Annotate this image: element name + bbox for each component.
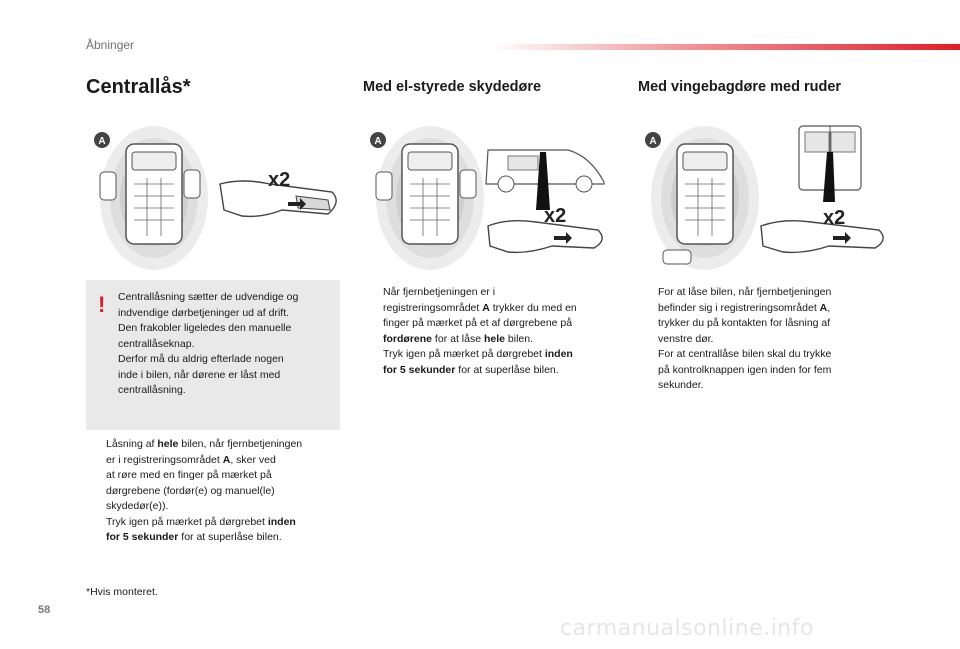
zone-a-label: A (374, 136, 382, 147)
warning-box (86, 280, 340, 430)
middle-bullet-list (363, 285, 621, 378)
list-item: Når fjernbetjeningen er i registreringsområdet A trykker du med en finger på mærket på et af dørgrebene på fordørene for at låse hele bilen. (383, 286, 577, 345)
warning-text (118, 290, 336, 399)
left-bullet-list (86, 437, 342, 546)
heading-central-locking: Centrallås* (86, 76, 191, 98)
section-title: Åbninger (86, 38, 135, 52)
wing-door-illustration (643, 122, 903, 272)
warning-line: centrallåsning. (118, 384, 186, 396)
warning-line: indvendige dørbetjeninger ud af drift. (118, 306, 290, 319)
right-bullet-list (638, 285, 878, 394)
warning-line: centrallåseknap. (118, 337, 195, 350)
press-twice-label: x2 (544, 205, 567, 227)
header-accent-bar (490, 44, 960, 50)
sliding-door-illustration (368, 122, 618, 272)
warning-line: inde i bilen, når dørene er låst med (118, 368, 281, 381)
press-twice-label: x2 (823, 207, 846, 229)
warning-icon: ! (98, 292, 106, 317)
zone-a-label: A (98, 136, 106, 147)
warning-line: Den frakobler ligeledes den manuelle (118, 322, 292, 334)
press-twice-label: x2 (268, 169, 291, 191)
footnote: *Hvis monteret. (86, 586, 158, 598)
list-item: For at låse bilen, når fjernbetjeningen befinder sig i registreringsområdet A, trykker du på kontakten for låsning af venstre dør. (658, 286, 832, 345)
list-item: Tryk igen på mærket på dørgrebet inden for 5 sekunder for at superlåse bilen. (383, 348, 573, 376)
central-lock-illustration (92, 122, 352, 272)
list-item: Tryk igen på mærket på dørgrebet inden for 5 sekunder for at superlåse bilen. (106, 515, 296, 543)
list-item: For at centrallåse bilen skal du trykke på kontrolknappen igen inden for fem sekunder. (658, 348, 832, 391)
heading-electric-sliding-doors: Med el-styrede skydedøre (363, 79, 542, 95)
warning-line: Derfor må du aldrig efterlade nogen (118, 353, 284, 365)
warning-line: Centrallåsning sætter de udvendige og (118, 291, 299, 303)
watermark: carmanualsonline.info (560, 616, 814, 641)
list-item: Låsning af hele bilen, når fjernbetjeningen er i registreringsområdet A, sker ved at røre med en finger på mærket på dørgrebene (fordør(e) og manuel(le) skydedør(e)). (106, 438, 303, 512)
zone-a-label: A (649, 136, 657, 147)
page-number: 58 (38, 604, 51, 616)
heading-wing-doors: Med vingebagdøre med ruder (638, 79, 842, 95)
